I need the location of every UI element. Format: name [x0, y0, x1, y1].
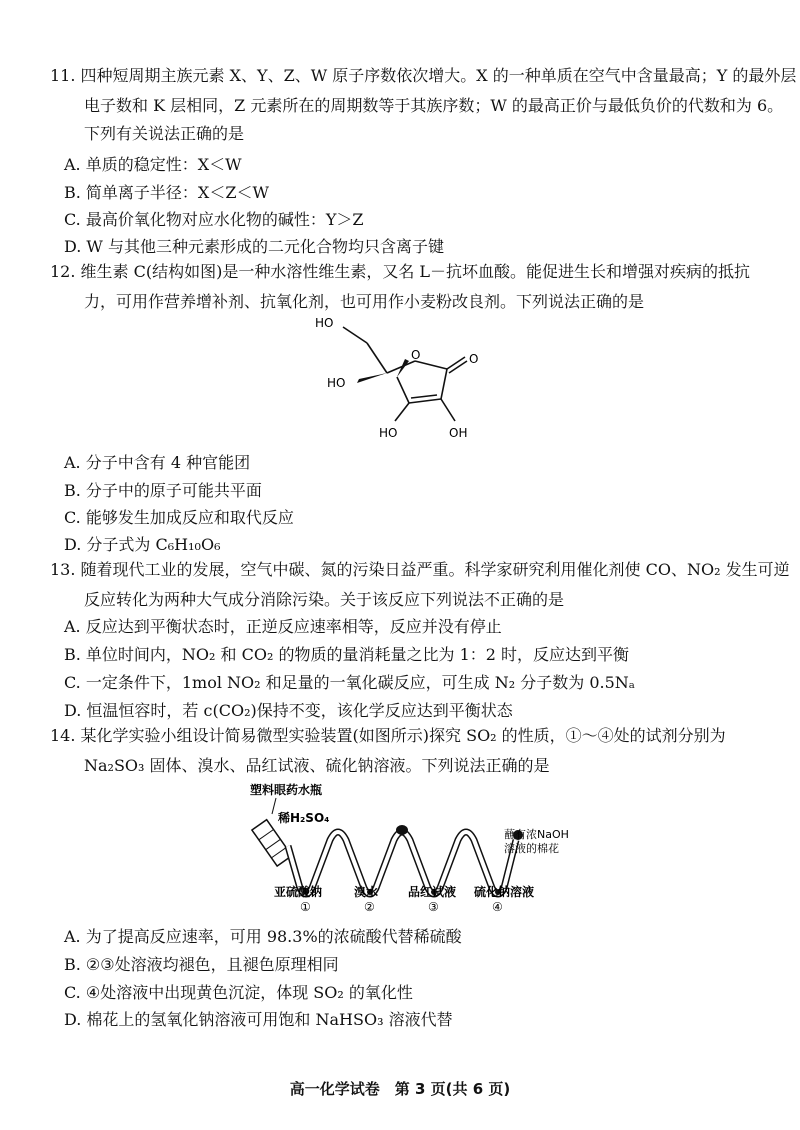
position-4: ④	[492, 900, 503, 914]
q13-stem-line1: 13. 随着现代工业的发展，空气中碳、氮的污染日益严重。科学家研究利用催化剂使 CO、NO₂ 发生可逆	[50, 560, 790, 579]
reagent-3: 品红试液	[408, 885, 457, 899]
q12-stem-line1: 12. 维生素 C(结构如图)是一种水溶性维生素，又名 L－抗坏血酸。能促进生长和增强对疾病的抵抗	[50, 262, 751, 281]
cotton-label-1: 蘸有浓NaOH	[504, 828, 569, 841]
q14-option-a: A. 为了提高反应速率，可用 98.3%的浓硫酸代替稀硫酸	[64, 927, 462, 946]
microscale-apparatus	[248, 780, 569, 915]
acid-label: 稀H₂SO₄	[278, 811, 330, 825]
vc-oh-left: HO	[327, 376, 346, 390]
q12-stem-line2: 力，可用作营养增补剂、抗氧化剂，也可用作小麦粉改良剂。下列说法正确的是	[84, 292, 645, 311]
q14-stem-line2: Na₂SO₃ 固体、溴水、品红试液、硫化钠溶液。下列说法正确的是	[84, 756, 550, 775]
q13-stem-line2: 反应转化为两种大气成分消除污染。关于该反应下列说法不正确的是	[84, 590, 565, 609]
bottle-label: 塑料眼药水瓶	[250, 783, 323, 797]
q13-option-d: D. 恒温恒容时，若 c(CO₂)保持不变，该化学反应达到平衡状态	[64, 701, 513, 720]
vc-carbonyl-oxygen: O	[469, 352, 479, 366]
q12-option-b: B. 分子中的原子可能共平面	[64, 481, 262, 500]
q13-option-b: B. 单位时间内，NO₂ 和 CO₂ 的物质的量消耗量之比为 1：2 时，反应达到平衡	[64, 645, 630, 664]
position-1: ①	[300, 900, 311, 914]
reagent-2: 溴水	[354, 885, 379, 899]
q12-option-a: A. 分子中含有 4 种官能团	[64, 453, 251, 472]
position-3: ③	[428, 900, 439, 914]
vc-oh-bottom-left: HO	[379, 426, 398, 440]
vc-ring-oxygen: O	[411, 348, 421, 362]
q11-stem-line2: 电子数和 K 层相同，Z 元素所在的周期数等于其族序数；W 的最高正价与最低负价的代数和为 6。	[84, 96, 784, 115]
vitamin-c-structure	[305, 313, 505, 443]
reagent-1: 亚硫酸钠	[274, 885, 323, 899]
vc-oh-bottom-right: OH	[449, 426, 468, 440]
reagent-4: 硫化钠溶液	[474, 885, 535, 899]
q14-stem-line1: 14. 某化学实验小组设计简易微型实验装置(如图所示)探究 SO₂ 的性质，①～④处的试剂分别为	[50, 726, 726, 745]
q13-option-c: C. 一定条件下，1mol NO₂ 和足量的一氧化碳反应，可生成 N₂ 分子数为 0.5Nₐ	[64, 673, 635, 692]
q11-option-c: C. 最高价氧化物对应水化物的碱性：Y＞Z	[64, 210, 364, 229]
position-2: ②	[364, 900, 375, 914]
cotton-label-2: 溶液的棉花	[504, 842, 559, 855]
q11-option-d: D. W 与其他三种元素形成的二元化合物均只含离子键	[64, 237, 444, 256]
q14-option-c: C. ④处溶液中出现黄色沉淀，体现 SO₂ 的氧化性	[64, 983, 413, 1002]
q12-option-d: D. 分子式为 C₆H₁₀O₆	[64, 535, 221, 554]
q11-option-a: A. 单质的稳定性：X＜W	[64, 155, 242, 174]
q14-option-b: B. ②③处溶液均褪色，且褪色原理相同	[64, 955, 339, 974]
q12-option-c: C. 能够发生加成反应和取代反应	[64, 508, 294, 527]
q11-stem-line3: 下列有关说法正确的是	[84, 124, 245, 143]
q13-option-a: A. 反应达到平衡状态时，正逆反应速率相等，反应并没有停止	[64, 617, 502, 636]
q11-stem-line1: 11. 四种短周期主族元素 X、Y、Z、W 原子序数依次增大。X 的一种单质在空气中含量最高；Y 的最外层	[50, 66, 797, 85]
q14-option-d: D. 棉花上的氢氧化钠溶液可用饱和 NaHSO₃ 溶液代替	[64, 1010, 453, 1029]
q11-option-b: B. 简单离子半径：X＜Z＜W	[64, 183, 269, 202]
vc-oh-top: HO	[315, 316, 334, 330]
page-footer: 高一化学试卷 第 3 页(共 6 页)	[289, 1080, 511, 1098]
